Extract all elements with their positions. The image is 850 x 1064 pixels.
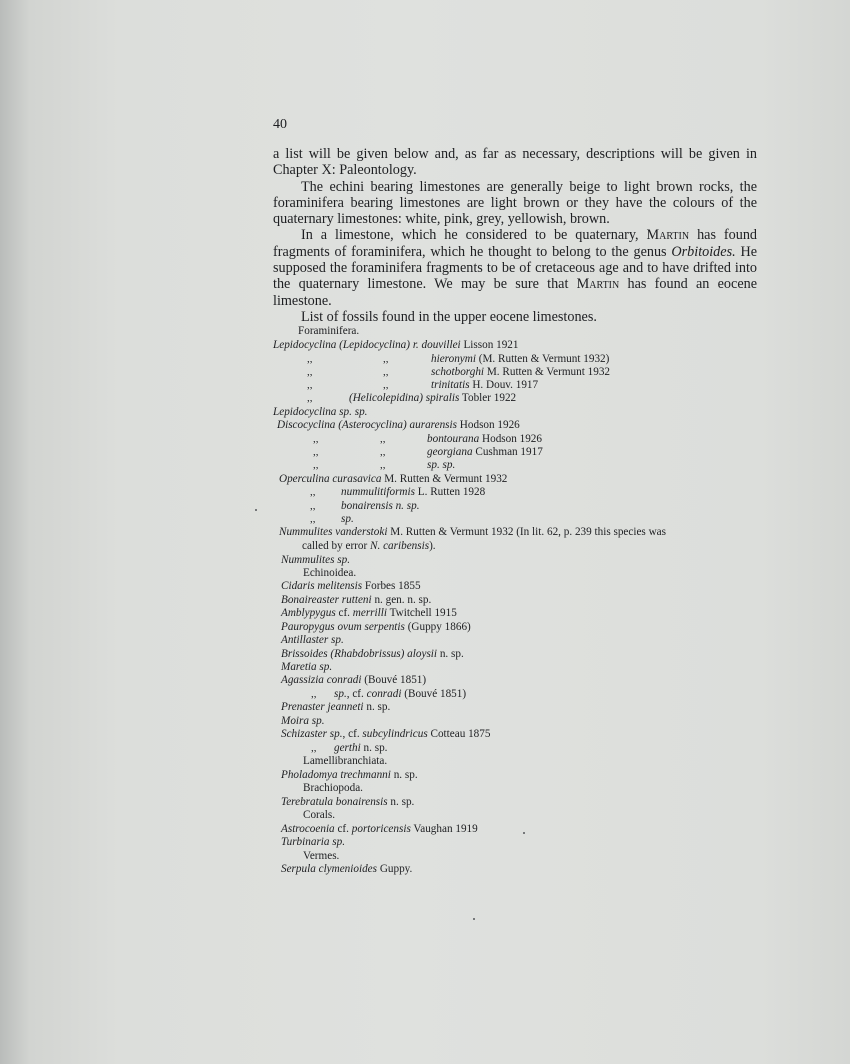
fossil-entry: sp. xyxy=(341,513,354,525)
author: Tobler 1922 xyxy=(461,392,517,404)
scan-speck xyxy=(255,509,257,511)
fossil-entry: Maretia sp. xyxy=(281,661,333,673)
species-name: Prenaster jeanneti xyxy=(281,701,364,713)
fossil-entry xyxy=(281,580,421,592)
fossil-entry xyxy=(281,728,490,740)
fossil-entry: Antillaster sp. xyxy=(281,634,344,646)
fossil-entry xyxy=(281,769,418,781)
fossil-entry xyxy=(349,392,516,404)
ditto-mark: ,, xyxy=(310,486,316,498)
author-martin: Martin xyxy=(646,227,690,244)
page-number: 40 xyxy=(273,117,287,132)
ditto-mark: ,, xyxy=(380,459,386,471)
author: M. Rutten & Vermunt 1932 xyxy=(486,366,611,378)
species-name: conradi xyxy=(366,688,402,700)
fossil-entry: sp. sp. xyxy=(427,459,456,471)
author-martin: Martin xyxy=(576,276,620,293)
species-name: merrilli xyxy=(352,607,387,619)
author: M. Rutten & Vermunt 1932 (In lit. 62, p. 239 this species was xyxy=(390,526,666,538)
genus-name: Nummulites vanderstoki xyxy=(279,526,388,538)
group-heading-foraminifera: Foraminifera. xyxy=(298,325,360,337)
fossil-entry: Moira sp. xyxy=(281,715,325,727)
fossil-entry xyxy=(281,823,478,835)
paragraph-3 xyxy=(273,227,757,308)
fossil-entry-continuation xyxy=(302,540,436,552)
scan-speck xyxy=(473,918,475,920)
qualifier: cf. xyxy=(338,607,350,619)
ditto-mark: ,, xyxy=(383,379,389,391)
group-heading-lamellibranchiata: Lamellibranchiata. xyxy=(303,755,388,767)
paragraph-4: List of fossils found in the upper eocene limestones. xyxy=(301,308,597,325)
ditto-mark: ,, xyxy=(307,366,313,378)
fossil-entry xyxy=(277,419,520,431)
species-name: subcylindricus xyxy=(362,728,428,740)
fossil-entry xyxy=(281,863,412,875)
genus-orbitoides: Orbitoides. xyxy=(671,243,736,260)
author: n. sp. xyxy=(439,648,464,660)
fossil-entry: Turbinaria sp. xyxy=(281,836,346,848)
author: n. sp. xyxy=(393,769,418,781)
ditto-mark: ,, xyxy=(311,688,317,700)
species-name: Pauropygus ovum serpentis xyxy=(281,621,405,633)
fossil-entry: bonairensis n. sp. xyxy=(341,500,420,512)
group-heading-echinoidea: Echinoidea. xyxy=(303,567,357,579)
species-name: trinitatis xyxy=(431,379,470,391)
species-name: Agassizia conradi xyxy=(281,674,362,686)
species-name: nummulitiformis xyxy=(341,486,415,498)
species-name: spiralis xyxy=(425,392,460,404)
subgenus-name: (Helicolepidina) xyxy=(349,392,423,404)
fossil-entry xyxy=(281,607,457,619)
species-name: portoricensis xyxy=(351,823,411,835)
ditto-mark: ,, xyxy=(313,459,319,471)
ditto-mark: ,, xyxy=(313,433,319,445)
note-text: called by error xyxy=(302,540,368,552)
species-name: schotborghi xyxy=(431,366,485,378)
fossil-entry: Lepidocyclina sp. sp. xyxy=(273,406,368,418)
fossil-entry xyxy=(281,621,471,633)
paragraph-3-part-c: He supposed the foraminifera fragments to be of cretaceous age and to have drifted into the quaternary limestone. We may be sure that xyxy=(273,243,758,293)
species-name: aurarensis xyxy=(409,419,457,431)
author: n. gen. n. sp. xyxy=(374,594,432,606)
paragraph-3-part-b: has found fragments of foraminifera, which he thought to belong to the genus xyxy=(273,227,758,260)
ditto-mark: ,, xyxy=(380,433,386,445)
author: Hodson 1926 xyxy=(459,419,520,431)
fossil-entry xyxy=(273,339,518,351)
qualifier: , cf. xyxy=(346,688,364,700)
author: (M. Rutten & Vermunt 1932) xyxy=(478,353,610,365)
fossil-entry xyxy=(341,486,485,498)
fossil-entry xyxy=(431,353,609,365)
ditto-mark: ,, xyxy=(307,379,313,391)
species-name: Terebratula bonairensis xyxy=(281,796,388,808)
fossil-entry xyxy=(431,379,538,391)
species-name: Brissoides (Rhabdobrissus) aloysii xyxy=(281,648,438,660)
species-name: Schizaster sp. xyxy=(281,728,343,740)
group-heading-brachiopoda: Brachiopoda. xyxy=(303,782,363,794)
species-name: bontourana xyxy=(427,433,480,445)
group-heading-vermes: Vermes. xyxy=(303,850,340,862)
author: (Bouvé 1851) xyxy=(364,674,427,686)
ditto-mark: ,, xyxy=(383,366,389,378)
species-name: Bonaireaster rutteni xyxy=(281,594,372,606)
ditto-mark: ,, xyxy=(311,742,317,754)
species-name: r. douvillei xyxy=(412,339,461,351)
ditto-mark: ,, xyxy=(383,353,389,365)
genus-name: Operculina curasavica xyxy=(279,473,382,485)
fossil-entry xyxy=(427,433,542,445)
author: Guppy. xyxy=(379,863,413,875)
genus-name: Astrocoenia xyxy=(281,823,335,835)
author: M. Rutten & Vermunt 1932 xyxy=(384,473,508,485)
paragraph-3-part-d: has found an eocene limestone. xyxy=(273,276,758,309)
qualifier: , cf. xyxy=(342,728,360,740)
genus-name: Amblypygus xyxy=(281,607,336,619)
fossil-entry xyxy=(427,446,543,458)
fossil-entry xyxy=(334,688,466,700)
genus-name: Discocyclina (Asterocyclina) xyxy=(277,419,407,431)
fossil-entry xyxy=(281,648,464,660)
ditto-mark: ,, xyxy=(307,353,313,365)
ditto-mark: ,, xyxy=(380,446,386,458)
species-name: georgiana xyxy=(427,446,473,458)
author: Cushman 1917 xyxy=(475,446,543,458)
author: L. Rutten 1928 xyxy=(417,486,486,498)
species-name: sp. xyxy=(334,688,347,700)
author: Cotteau 1875 xyxy=(430,728,491,740)
fossil-entry xyxy=(281,701,390,713)
author: (Bouvé 1851) xyxy=(404,688,467,700)
paragraph-1: a list will be given below and, as far as necessary, descriptions will be given in Chapter X: Paleontology. xyxy=(273,146,757,179)
fossil-entry: Nummulites sp. xyxy=(281,554,350,566)
ditto-mark: ,, xyxy=(307,392,313,404)
group-heading-corals: Corals. xyxy=(303,809,336,821)
ditto-mark: ,, xyxy=(310,500,316,512)
species-name: Serpula clymenioides xyxy=(281,863,378,875)
qualifier: cf. xyxy=(337,823,349,835)
fossil-entry xyxy=(279,473,507,485)
fossil-entry xyxy=(279,526,666,538)
author: H. Douv. 1917 xyxy=(472,379,539,391)
author: n. sp. xyxy=(390,796,415,808)
body-text xyxy=(273,146,757,325)
fossil-entry xyxy=(431,366,610,378)
genus-name: Lepidocyclina (Lepidocyclina) xyxy=(273,339,411,351)
author: Twitchell 1915 xyxy=(389,607,457,619)
ditto-mark: ,, xyxy=(310,513,316,525)
author: n. sp. xyxy=(366,701,391,713)
scan-speck xyxy=(523,832,525,834)
species-name: N. caribensis xyxy=(370,540,430,552)
author: n. sp. xyxy=(363,742,388,754)
fossil-entry xyxy=(281,674,426,686)
species-name: hieronymi xyxy=(431,353,476,365)
author: Lisson 1921 xyxy=(463,339,519,351)
paragraph-3-part-a: In a limestone, which he considered to be quaternary, xyxy=(301,227,639,244)
species-name: Cidaris melitensis xyxy=(281,580,363,592)
species-name: Pholadomya trechmanni xyxy=(281,769,391,781)
author: Vaughan 1919 xyxy=(413,823,478,835)
author: (Guppy 1866) xyxy=(407,621,471,633)
species-name: gerthi xyxy=(334,742,361,754)
author: Hodson 1926 xyxy=(482,433,542,445)
fossil-entry xyxy=(281,594,431,606)
paragraph-2: The echini bearing limestones are generally beige to light brown rocks, the foraminifera bearing limestones are light brown or they have the colours of the quaternary limestones: white, pink, grey, yellowish, brown. xyxy=(273,178,757,228)
author: Forbes 1855 xyxy=(364,580,421,592)
fossil-entry xyxy=(334,742,387,754)
ditto-mark: ,, xyxy=(313,446,319,458)
fossil-entry xyxy=(281,796,414,808)
note-text: ). xyxy=(429,540,436,552)
